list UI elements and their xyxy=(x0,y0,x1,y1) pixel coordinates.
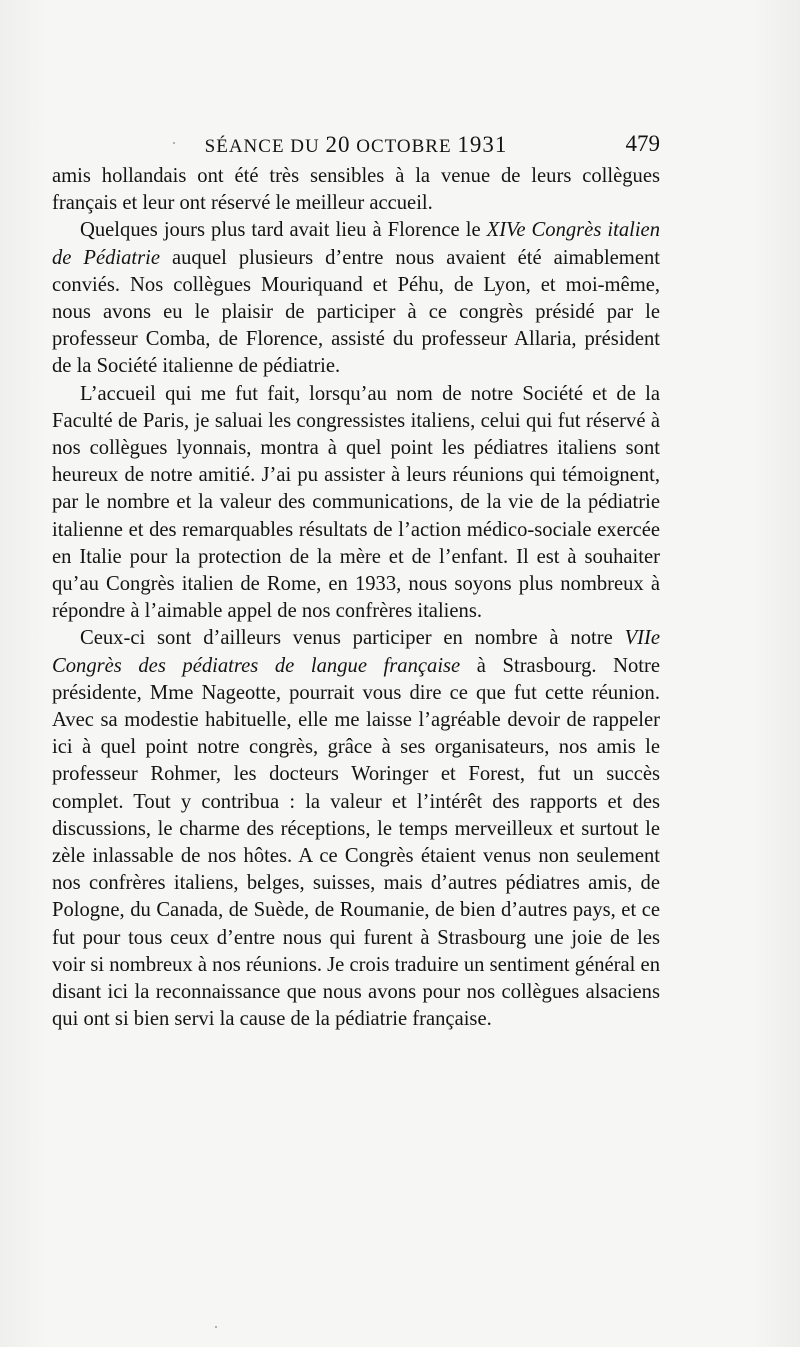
head-title-mid: OCTOBRE xyxy=(350,136,458,157)
head-title-prefix: SÉANCE DU xyxy=(204,136,326,157)
text-segment: auquel plusieurs d’entre nous avaient été aimablement conviés. Nos collègues Mouriquand et Péhu, de Lyon, et moi-même, nous avons eu le plaisir de participer à ce congrès présidé par le professeur Comba, de Florence, assisté du professeur Allaria, président de la Société italienne de pédiatrie. xyxy=(52,246,660,378)
running-head-title xyxy=(52,132,660,158)
text-segment: L’accueil qui me fut fait, lorsqu’au nom de notre Société et de la Faculté de Paris, je saluai les congressistes italiens, celui qui fut réservé à nos collègues lyonnais, montra à quel point les pédiatres italiens sont heureux de notre amitié. J’ai pu assister à leurs réunions qui témoignent, par le nombre et la valeur des communications, de la vie de la pédiatrie italienne et des remarquables résultats de l’action médico-sociale exercée en Italie pour la protection de la mère et de l’enfant. Il est à souhaiter qu’au Congrès italien de Rome, en 1933, nous soyons plus nombreux à répondre à l’aimable appel de nos confrères italiens. xyxy=(52,382,660,623)
paragraph xyxy=(52,625,660,1033)
paper-speck xyxy=(173,142,175,144)
paragraph xyxy=(52,217,660,380)
body-text xyxy=(52,163,660,1034)
text-segment: Quelques jours plus tard avait lieu à Florence le xyxy=(80,219,487,242)
paragraph xyxy=(52,381,660,626)
text-segment: amis hollandais ont été très sensibles à la venue de leurs collègues français et leur ont réservé le meilleur accueil. xyxy=(52,165,660,215)
head-title-year: 1931 xyxy=(457,132,508,157)
text-segment: Ceux-ci sont d’ailleurs venus participer en nombre à notre xyxy=(80,627,625,650)
italic-title-segment: VIIe Congrès des pédiatres de langue française xyxy=(52,627,660,677)
italic-title-segment: XIVe Congrès italien de Pédiatrie xyxy=(52,219,660,269)
page-number: 479 xyxy=(625,131,660,156)
paragraph xyxy=(52,163,660,217)
text-segment: à Strasbourg. Notre présidente, Mme Nageotte, pourrait vous dire ce que fut cette réunion. Avec sa modestie habituelle, elle me laisse l’agréable devoir de rappeler ici à quel point notre congrès, grâce à ses organisateurs, nos amis le professeur Rohmer, les docteurs Woringer et Forest, fut un succès complet. Tout y contribua : la valeur et l’intérêt des rapports et des discussions, le charme des réceptions, le temps merveilleux et surtout le zèle inlassable de nos hôtes. A ce Congrès étaient venus non seulement nos confrères italiens, belges, suisses, mais d’autres pédiatres amis, de Pologne, du Canada, de Suède, de Roumanie, de bien d’autres pays, et ce fut pour tous ceux d’entre nous qui furent à Strasbourg une joie de les voir si nombreux à nos réunions. Je crois traduire un sentiment général en disant ici la reconnaissance que nous avons pour nos collègues alsaciens qui ont si bien servi la cause de la pédiatrie française. xyxy=(52,654,661,1031)
paper-speck xyxy=(215,1326,217,1328)
running-head xyxy=(52,128,660,158)
head-title-day: 20 xyxy=(325,132,351,157)
